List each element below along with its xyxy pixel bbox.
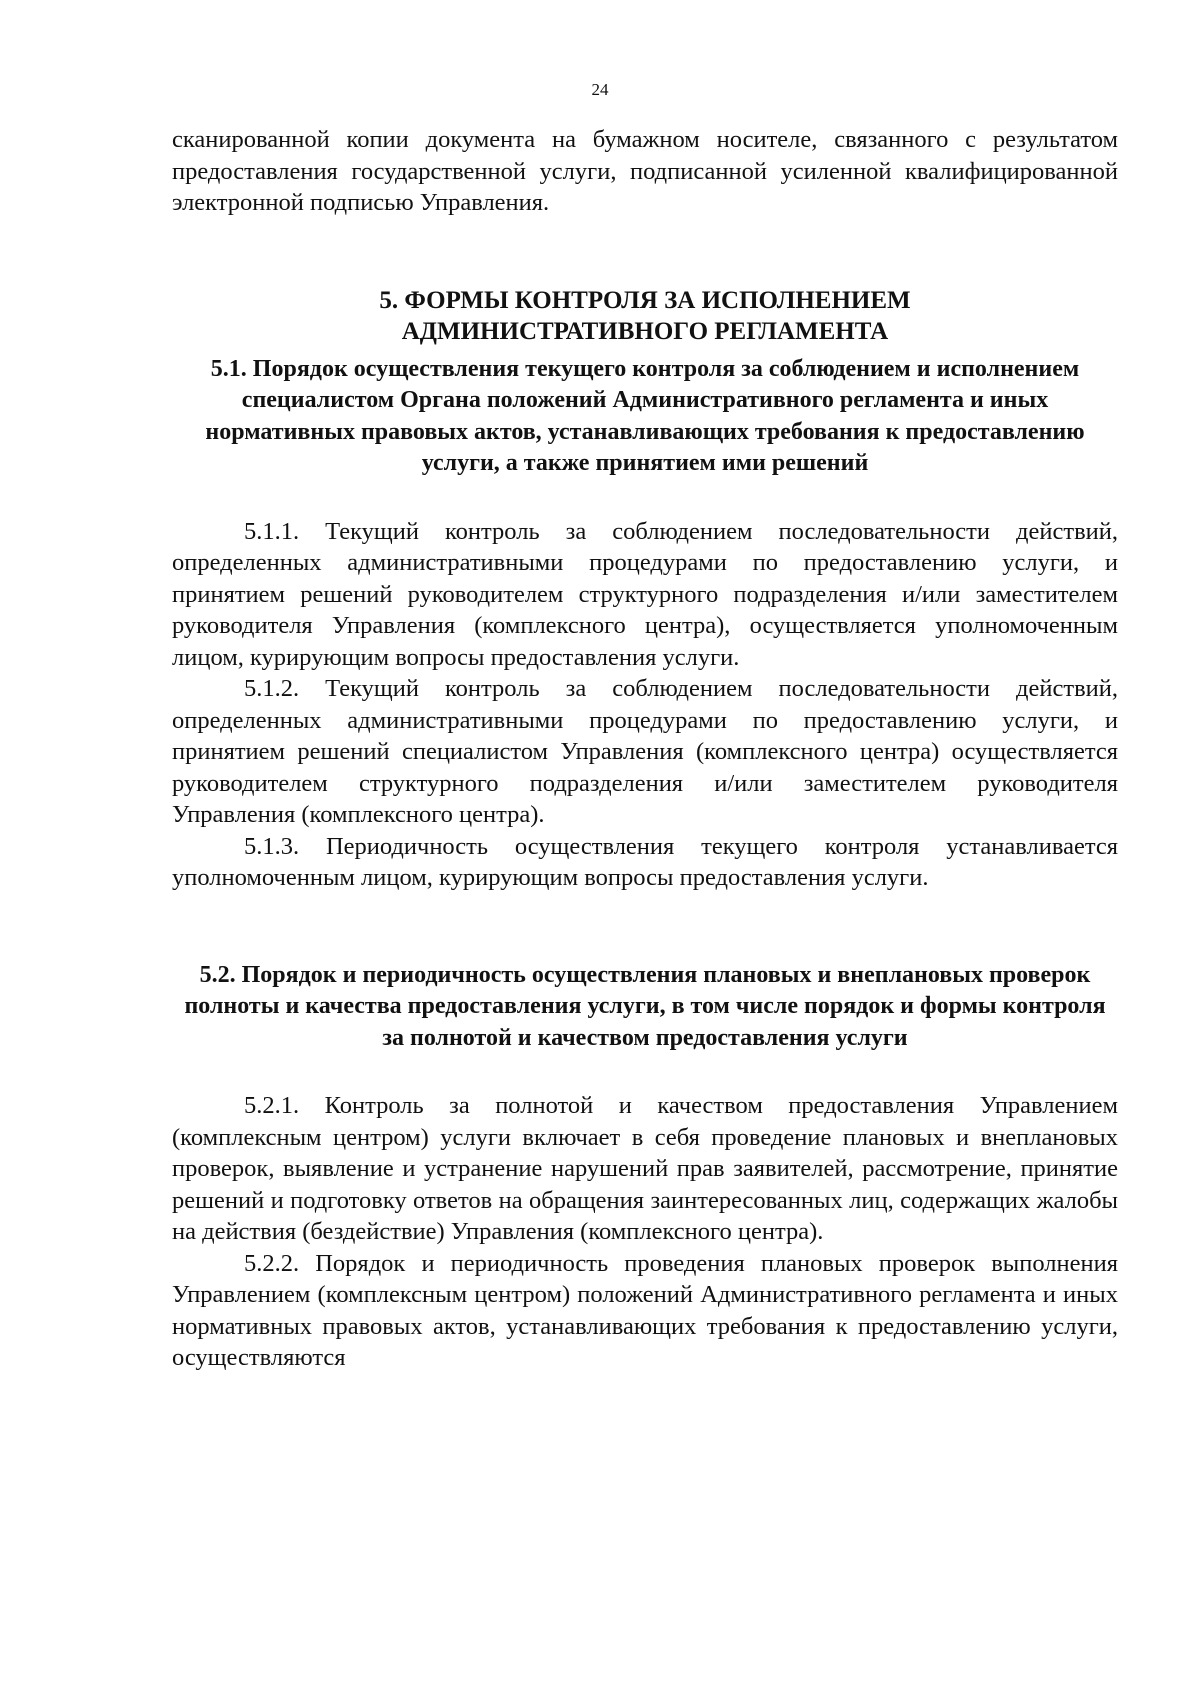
paragraph-5-1-3: 5.1.3. Периодичность осуществления текущего контроля устанавливается уполномоченным лицом, курирующим вопросы предоставления услуги. (172, 832, 1118, 891)
spacer (172, 1054, 1118, 1090)
spacer (172, 894, 1118, 960)
section-title-line-1: 5. ФОРМЫ КОНТРОЛЯ ЗА ИСПОЛНЕНИЕМ (379, 286, 911, 314)
paragraph-5-2-2: 5.2.2. Порядок и периодичность проведения плановых проверок выполнения Управлением (комплексным центром) положений Административного регламента и иных нормативных правовых актов, устанавливающих требования к предоставлению услуги, осуществляются (172, 1249, 1118, 1371)
paragraph-5-2-1: 5.2.1. Контроль за полнотой и качеством предоставления Управлением (комплексным центром) услуги включает в себя проведение плановых и внеплановых проверок, выявление и устранение нарушений прав заявителей, рассмотрение, принятие решений и подготовку ответов на обращения заинтересованных лиц, содержащих жалобы на действия (бездействие) Управления (комплексного центра). (172, 1092, 1118, 1245)
paragraph-5-1-1: 5.1.1. Текущий контроль за соблюдением последовательности действий, определенных административными процедурами по предоставлению услуги, и принятием решений руководителем структурного подразделения и/или заместителем руководителя Управления (комплексного центра), осуществляется уполномоченным лицом, курирующим вопросы предоставления услуги. (172, 517, 1118, 671)
section-title-line-2: АДМИНИСТРАТИВНОГО РЕГЛАМЕНТА (401, 318, 889, 345)
spacer (172, 219, 1118, 285)
page-content (172, 124, 1118, 1374)
subsection-5-1-title: 5.1. Порядок осуществления текущего контроля за соблюдением и исполнением специалистом Органа положений Административного регламента и иных нормативных правовых актов, устанавливающих требования к предоставлению услуги, а также принятием ими решений (205, 355, 1085, 476)
spacer (172, 480, 1118, 516)
paragraph-5-1-2: 5.1.2. Текущий контроль за соблюдением последовательности действий, определенных административными процедурами по предоставлению услуги, и принятием решений специалистом Управления (комплексного центра) осуществляется руководителем структурного подразделения и/или заместителем руководителя Управления (комплексного центра). (172, 675, 1118, 828)
subsection-5-2-title: 5.2. Порядок и периодичность осуществления плановых и внеплановых проверок полноты и качества предоставления услуги, в том числе порядок и формы контроля за полнотой и качеством предоставления услуги (184, 961, 1106, 1051)
intro-paragraph: сканированной копии документа на бумажном носителе, связанного с результатом предоставления государственной услуги, подписанной усиленной квалифицированной электронной подписью Управления. (172, 126, 1118, 216)
page-number: 24 (591, 80, 609, 99)
